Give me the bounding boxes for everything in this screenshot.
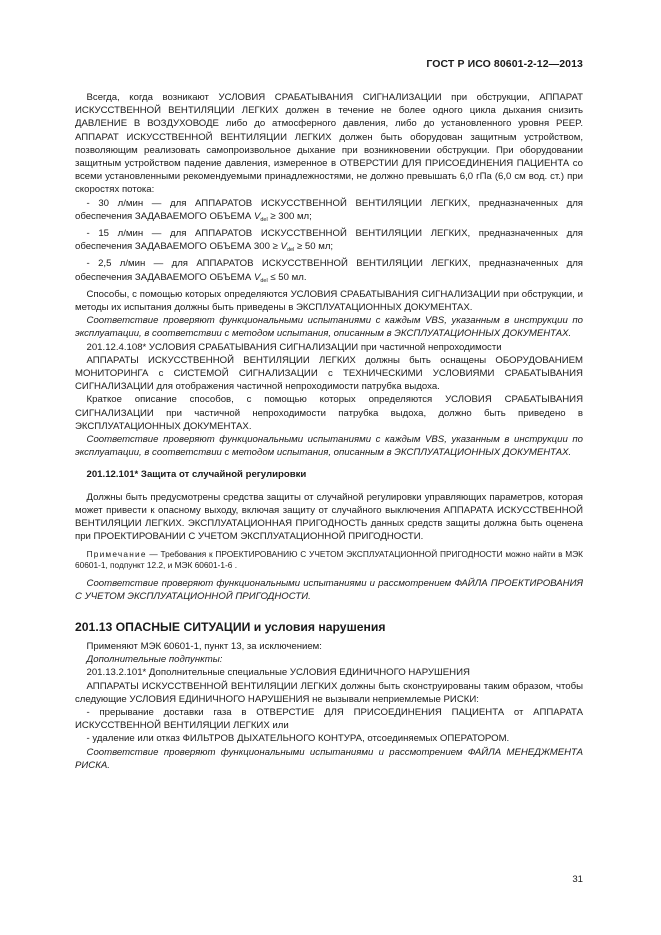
list-item: - прерывание доставки газа в ОТВЕРСТИЕ ДЛЯ ПРИСОЕДИНЕНИЯ ПАЦИЕНТА от АППАРАТА ИСКУССТВЕННОЙ ВЕНТИЛЯЦИИ ЛЕГКИХ или [75,706,583,732]
subclause-heading: 201.13.2.101* Дополнительные специальные УСЛОВИЯ ЕДИНИЧНОГО НАРУШЕНИЯ [86,667,470,679]
paragraph: Должны быть предусмотрены средства защиты от случайной регулировки управляющих параметров, которая может привести к опасному выходу, включая защиту от случайного выключения АППАРАТА ИСКУССТВЕННОЙ ВЕНТИЛЯЦИИ ЛЕГКИХ. ЭКСПЛУАТАЦИОННАЯ ПРИГОДНОСТЬ данных средств защиты должна быть оценена при ПРОЕКТИРОВАНИИ С УЧЕТОМ ЭКСПЛУАТАЦИОННОЙ ПРИГОДНОСТИ. [75,491,583,543]
list-item-15lpm: - 15 л/мин — для АППАРАТОВ ИСКУССТВЕННОЙ ВЕНТИЛЯЦИИ ЛЕГКИХ, предназначенных для обеспечения ЗАДАВАЕМОГО ОБЪЕМА $300 \ge V_{del} \ge 50$ мл; [75,228,583,254]
paragraph: Всегда, когда возникают УСЛОВИЯ СРАБАТЫВАНИЯ СИГНАЛИЗАЦИИ при обструкции, АППАРАТ ИСКУССТВЕННОЙ ВЕНТИЛЯЦИИ ЛЕГКИХ должен в течение не более одного цикла дыхания снизить ДАВЛЕНИЕ В ВОЗДУХОВОДЕ либо до атмосферного давления, либо до установленного уровня PEEP. АППАРАТ ИСКУССТВЕННОЙ ВЕНТИЛЯЦИИ ЛЕГКИХ должен быть оборудован защитным устройством, позволяющим реализовать самопроизвольное дыхание при возникновении обструкции. При оборудовании защитным устройством падение давления, измеренное в ОТВЕРСТИИ ДЛЯ ПРИСОЕДИНЕНИЯ ПАЦИЕНТА со всеми установленными рекомендуемыми принадлежностями, не должно превышать 6,0 гПа (6,0 см вод. ст.) при скоростях потока: [75,92,583,196]
subclause-heading: 201.12.4.108* УСЛОВИЯ СРАБАТЫВАНИЯ СИГНАЛИЗАЦИИ при частичной непроходимости [86,341,502,353]
document-body [75,91,583,772]
paragraph: Способы, с помощью которых определяются УСЛОВИЯ СРАБАТЫВАНИЯ СИГНАЛИЗАЦИИ при обструкции, и методы их испытания должны быть приведены в ЭКСПЛУАТАЦИОННЫХ ДОКУМЕНТАХ. [75,288,583,314]
paragraph: АППАРАТЫ ИСКУССТВЕННОЙ ВЕНТИЛЯЦИИ ЛЕГКИХ должны быть сконструированы таким образом, чтобы следующие УСЛОВИЯ ЕДИНИЧНОГО НАРУШЕНИЯ не вызывали неприемлемые РИСКИ: [75,680,583,705]
compliance-text: Соответствие проверяют функциональными испытаниями с каждым VBS, указанным в инструкции по эксплуатации, в соответствии с методом испытания, описанным в ЭКСПЛУАТАЦИОННЫХ ДОКУМЕНТАХ. [75,434,583,459]
compliance-text: Соответствие проверяют функциональными испытаниями и рассмотрением ФАЙЛА ПРОЕКТИРОВАНИЯ С УЧЕТОМ ЭКСПЛУАТАЦИОННОЙ ПРИГОДНОСТИ. [75,577,583,602]
list-item-30lpm: - 30 л/мин — для АППАРАТОВ ИСКУССТВЕННОЙ ВЕНТИЛЯЦИИ ЛЕГКИХ, предназначенных для обеспечения ЗАДАВАЕМОГО ОБЪЕМА $V_{del} \ge 300$ мл; [75,197,583,223]
paragraph: Применяют МЭК 60601-1, пункт 13, за исключением: [86,640,322,652]
paragraph: Краткое описание способов, с помощью которых определяются УСЛОВИЯ СРАБАТЫВАНИЯ СИГНАЛИЗАЦИИ при частичной непроходимости патрубка выдоха, должно быть приведено в ЭКСПЛУАТАЦИОННЫХ ДОКУМЕНТАХ. [75,394,583,432]
standard-header: ГОСТ Р ИСО 80601-2-12—2013 [426,58,583,70]
paragraph: Дополнительные подпункты: [86,654,223,666]
compliance-text: Соответствие проверяют функциональными испытаниями с каждым VBS, указанным в инструкции по эксплуатации, в соответствии с методом испытания, описанным в ЭКСПЛУАТАЦИОННЫХ ДОКУМЕНТАХ. [75,315,583,340]
section-heading-13: 201.13 ОПАСНЫЕ СИТУАЦИИ и условия нарушения [75,619,386,634]
paragraph: АППАРАТЫ ИСКУССТВЕННОЙ ВЕНТИЛЯЦИИ ЛЕГКИХ должны быть оснащены ОБОРУДОВАНИЕМ МОНИТОРИНГА с СИСТЕМОЙ СИГНАЛИЗАЦИИ с ТЕХНИЧЕСКИМИ УСЛОВИЯМИ СРАБАТЫВАНИЯ СИГНАЛИЗАЦИИ для отображения частичной непроходимости патрубка выдоха. [75,354,583,393]
list-item-2-5lpm: - 2,5 л/мин — для АППАРАТОВ ИСКУССТВЕННОЙ ВЕНТИЛЯЦИИ ЛЕГКИХ, предназначенных для обеспечения ЗАДАВАЕМОГО ОБЪЕМА $V_{del} \le 50$ мл. [75,258,583,284]
list-item: - удаление или отказ ФИЛЬТРОВ ДЫХАТЕЛЬНОГО КОНТУРА, отсоединяемых ОПЕРАТОРОМ. [86,733,510,745]
note: Примечание — Требования к ПРОЕКТИРОВАНИЮ С УЧЕТОМ ЭКСПЛУАТАЦИОННОЙ ПРИГОДНОСТИ можно найти в МЭК 60601-1, подпункт 12.2, и МЭК 60601-1-6 . [75,548,583,570]
compliance-text: Соответствие проверяют функциональными испытаниями и рассмотрением ФАЙЛА МЕНЕДЖМЕНТА РИСКА. [75,746,583,771]
section-heading-12101: 201.12.101* Защита от случайной регулировки [86,469,307,481]
page-number: 31 [572,874,583,885]
